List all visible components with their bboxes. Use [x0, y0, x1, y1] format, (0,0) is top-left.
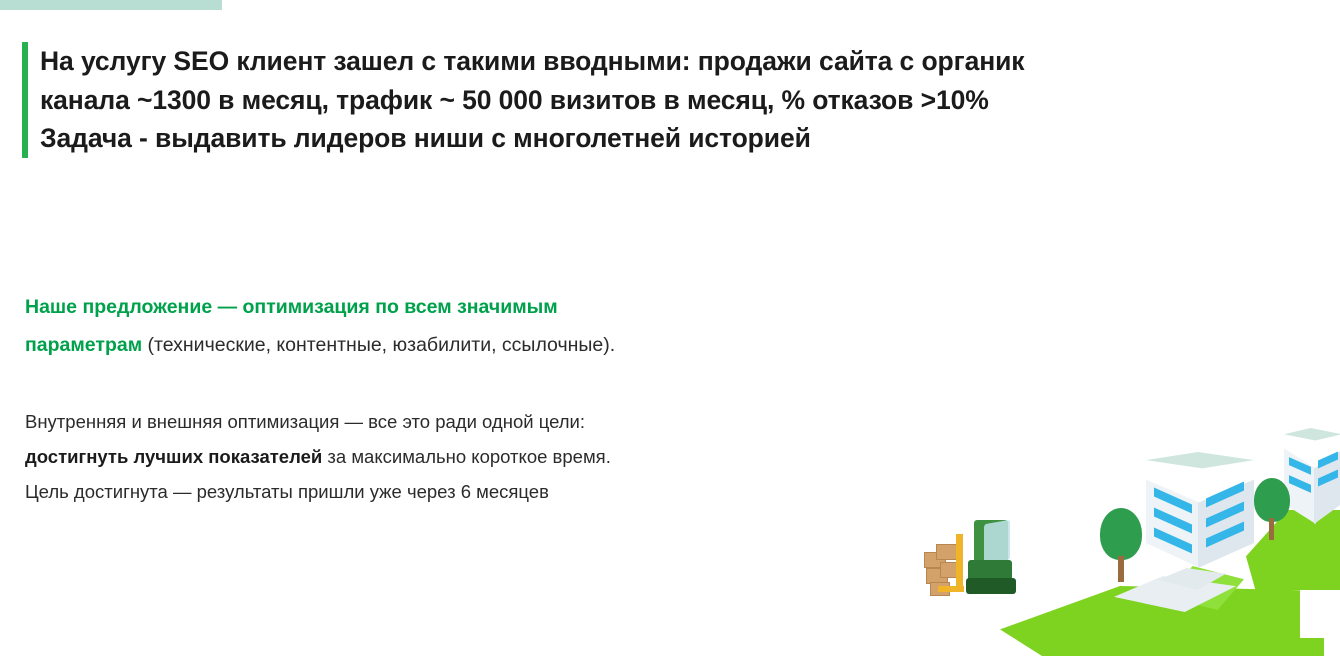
- body-line-3: Цель достигнута — результаты пришли уже через 6 месяцев: [25, 481, 549, 503]
- body-line-2-strong: достигнуть лучших показателей: [25, 446, 323, 468]
- offer-accent-line-2: параметрам: [25, 334, 143, 357]
- building-roof-icon: [1146, 452, 1254, 486]
- offer-rest-text: (технические, контентные, юзабилити, ссылочные).: [142, 334, 616, 357]
- body-paragraph: [25, 404, 1025, 509]
- small-building-icon: [1284, 428, 1340, 532]
- tree-icon: [1252, 478, 1292, 544]
- tree-trunk-icon: [1269, 518, 1274, 540]
- tree-icon: [1098, 508, 1144, 584]
- forklift-icon: [922, 516, 1032, 602]
- forklift-glass-icon: [984, 520, 1010, 565]
- headline-block: [22, 42, 1292, 158]
- body-line-2: [25, 439, 1025, 474]
- office-building-icon: [1146, 452, 1254, 584]
- body-line-1: Внутренняя и внешняя оптимизация — все это ради одной цели:: [25, 411, 586, 432]
- small-building-roof-icon: [1284, 428, 1340, 452]
- offer-accent-line-1: Наше предложение — оптимизация по всем значимым: [25, 296, 558, 318]
- top-decorative-bar: [0, 0, 222, 10]
- forklift-base-icon: [966, 578, 1016, 594]
- tree-crown-icon: [1254, 478, 1290, 522]
- ground-strip-icon: [1074, 638, 1324, 656]
- body-line-2-rest: за максимально короткое время.: [322, 446, 611, 468]
- tree-crown-icon: [1100, 508, 1142, 560]
- headline-line-1: На услугу SEO клиент зашел с такими вводными: продажи сайта с органик: [40, 46, 1025, 76]
- headline-line-3: Задача - выдавить лидеров ниши с многолетней историей: [40, 123, 811, 154]
- offer-paragraph: [25, 288, 925, 364]
- headline-line-2: канала ~1300 в месяц, трафик ~ 50 000 визитов в месяц, % отказов >10%: [40, 84, 989, 115]
- tree-trunk-icon: [1118, 556, 1124, 582]
- forklift-fork-icon: [938, 586, 964, 592]
- crate-icon: [936, 544, 958, 560]
- forklift-mast-icon: [956, 534, 963, 592]
- page-title: [40, 42, 1292, 158]
- isometric-city-illustration: [880, 390, 1340, 656]
